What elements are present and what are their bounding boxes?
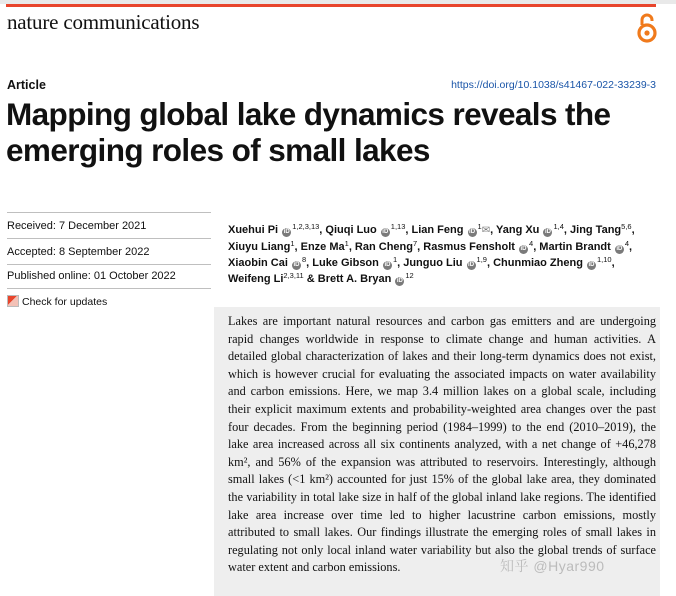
author-line: Xiuyu Liang$^1$, Enze Ma$^1$, Ran Cheng$^7$, Rasmus Fensholt $iD^4$, Martin Brandt $iD^4$, <box>228 239 633 253</box>
received-date: Received: 7 December 2021 <box>7 220 147 232</box>
author-list <box>228 222 660 287</box>
orcid-icon[interactable]: iD <box>520 246 527 252</box>
doi-link[interactable]: https://doi.org/10.1038/s41467-022-33239-3 <box>451 79 656 91</box>
accepted-date: Accepted: 8 September 2022 <box>7 246 150 258</box>
divider <box>7 264 211 265</box>
paper-title: Mapping global lake dynamics reveals the emerging roles of small lakes <box>6 96 611 168</box>
accent-rule <box>6 4 656 7</box>
orcid-icon[interactable]: iD <box>384 262 391 268</box>
journal-name: nature communications <box>7 10 200 34</box>
orcid-icon[interactable]: iD <box>588 262 595 268</box>
orcid-icon[interactable]: iD <box>616 246 623 252</box>
orcid-icon[interactable]: iD <box>396 278 403 284</box>
author-line: Xiaobin Cai $iD^8$, Luke Gibson $iD^1$, Junguo Liu iD$^{1,9}$, Chunmiao Zheng iD$^{1,10}$, <box>228 255 615 269</box>
orcid-icon[interactable]: iD <box>283 229 290 235</box>
orcid-icon[interactable]: iD <box>468 262 475 268</box>
check-updates-button[interactable] <box>7 295 107 308</box>
check-updates-label: Check for updates <box>22 296 108 308</box>
author-line: Xuehui Pi iD$^{1,2,3,13}$, Qiuqi Luo iD$^{1,13}$, Lian Feng $iD^1✉$, Yang Xu iD$^{1,4}$, Jing Tang$^{5,6}$, <box>228 222 635 236</box>
open-access-lock-icon[interactable] <box>636 11 658 45</box>
abstract-text: Lakes are important natural resources and carbon gas emitters and are undergoing rapid changes worldwide in response to climate change and human activities. A detailed global characterization of lakes and their long-term dynamics does not exist, which is however crucial for evaluating the associated impacts on water availability and carbon emissions. Here, we map 3.4 million lakes on a global scale, including their explicit maximum extents and probability-weighted area changes over the past four decades. From the beginning period (1984–1999) to the end (2010–2019), the lake area increased across all six continents analyzed, with a net change of +46,278 km², and 56% of the expansion was attributed to reservoirs. Interestingly, although small lakes (<1 km²) accounted for just 15% of the global lake area, they dominated the variability in total lake size in half of the global inland lake regions. The identified lake area increase over time led to higher lacustrine carbon emissions, mostly attributed to small lakes. Our findings illustrate the emerging roles of small lakes in regulating not only local inland water variability but also the global trends of surface water extent and carbon emissions. <box>228 314 656 575</box>
check-updates-icon <box>7 295 19 307</box>
orcid-icon[interactable]: iD <box>293 262 300 268</box>
watermark: 知乎 @Hyar990 <box>500 558 605 574</box>
author-line: Weifeng Li$^{2,3,11}$ & Brett A. Bryan $iD^{12}$ <box>228 271 414 285</box>
divider <box>7 238 211 239</box>
divider <box>7 288 211 289</box>
published-date: Published online: 01 October 2022 <box>7 270 176 282</box>
article-type: Article <box>7 78 46 92</box>
email-icon[interactable]: ✉ <box>481 225 491 236</box>
divider <box>7 212 211 213</box>
orcid-icon[interactable]: iD <box>469 229 476 235</box>
orcid-icon[interactable]: iD <box>382 229 389 235</box>
orcid-icon[interactable]: iD <box>544 229 551 235</box>
